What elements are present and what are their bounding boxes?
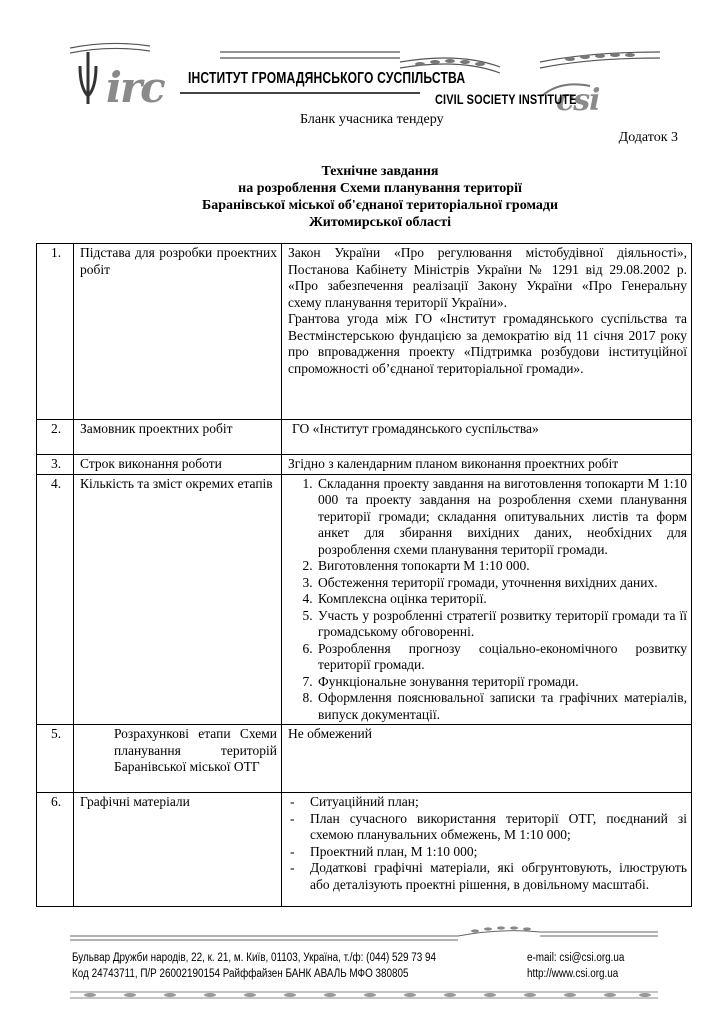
row-value (282, 244, 692, 420)
title-line: Житомирської області (308, 215, 452, 230)
table-row (37, 420, 692, 455)
list-item: - Ситуаційний план; (290, 794, 419, 809)
table-row (37, 725, 692, 793)
list-item: - Додаткові графічні матеріали, які обгрунтовують, ілюструють або деталізують проектні рішення, в довільному масштабі. (290, 860, 687, 892)
table-row (37, 455, 692, 475)
title-line: Баранівської міської об'єднаної територіальної громади (201, 198, 559, 213)
footer-bottom-ornament (70, 986, 658, 1004)
value-paragraph: Грантова угода між ГО «Інститут громадянського суспільства та Вестмінстерською фундацією за демократію від 11 січня 2017 року про впровадження проекту «Підтримка розбудови інституційної спроможності об’єднаної територіальної громади». (288, 311, 687, 376)
row-label: Графічні матеріали (74, 793, 282, 907)
graphics-list (288, 794, 687, 893)
row-number: 3. (37, 455, 74, 475)
row-number: 6. (37, 793, 74, 907)
list-item: - Проектний план, М 1:10 000; (290, 843, 478, 859)
title-line: Технічне завдання (321, 164, 439, 179)
list-item: 4. Комплексна оцінка території. (316, 591, 687, 608)
org-name-ua: ІНСТИТУТ ГРОМАДЯНСЬКОГО СУСПІЛЬСТВА (188, 70, 466, 87)
trident-icon (80, 52, 96, 104)
icc-logo (106, 63, 165, 112)
document-title (40, 163, 720, 231)
list-item: 8. Оформлення пояснювальної записки та графічних матеріалів, випуск документації. (316, 690, 687, 723)
org-name-en: CIVIL SOCIETY INSTITUTE (435, 91, 577, 107)
footer-address: Бульвар Дружби народів, 22, к. 21, м. Київ, 01103, Україна, т./ф: (044) 529 73 94 (72, 952, 437, 964)
row-value: ГО «Інститут громадянського суспільства» (282, 420, 692, 455)
footer-top-ornament (70, 922, 658, 944)
list-item: 3. Обстеження території громади, уточнення вихідних даних. (316, 575, 687, 592)
row-label: Підстава для розробки проектних робіт (74, 244, 282, 420)
row-number: 2. (37, 420, 74, 455)
row-value: Не обмежений (282, 725, 692, 793)
list-item: 6. Розроблення прогнозу соціально-економічного розвитку території громади. (316, 641, 687, 674)
row-value (282, 474, 692, 725)
list-item: 7. Функціональне зонування території громади. (316, 674, 687, 691)
table-row (37, 793, 692, 907)
specification-table (36, 243, 692, 907)
svg-text:csi: csi (556, 83, 600, 114)
row-value (282, 793, 692, 907)
row-label: Кількість та зміст окремих етапів (74, 474, 282, 725)
table-row (37, 474, 692, 725)
row-label: Розрахункові етапи Схеми планування територій Баранівської міської ОТГ (74, 725, 282, 793)
row-label: Замовник проектних робіт (74, 420, 282, 455)
footer-email[interactable]: e-mail: csi@csi.org.ua (527, 952, 625, 964)
value-paragraph: Закон України «Про регулювання містобудівної діяльності», Постанова Кабінету Міністрів України № 1291 від 29.08.2002 р. «Про забезпечення реалізації Закону України «Про Генеральну схему планування території України». (288, 245, 687, 310)
row-number: 1. (37, 244, 74, 420)
list-item: - План сучасного використання території ОТГ, поєднаний зі схемою планувальних обмежень, М 1:10 000; (290, 810, 687, 842)
title-line: на розроблення Схеми планування території (238, 181, 522, 196)
stages-list (288, 476, 687, 724)
row-number: 4. (37, 474, 74, 725)
list-item: 1. Складання проекту завдання на виготовлення топокарти М 1:10 000 та проекту завдання на розроблення схеми планування території громади; складання опитувальних листів та форм анкет для збирання вихідних даних, необхідних для розроблення схеми планування території громади. (316, 476, 687, 559)
row-label: Строк виконання роботи (74, 455, 282, 475)
row-number: 5. (37, 725, 74, 793)
list-item: 5. Участь у розробленні стратегії розвитку території громади та її громадському обговоренні. (316, 608, 687, 641)
svg-text:irc: irc (106, 63, 164, 112)
footer-bank: Код 24743711, П/Р 26002190154 Райффайзен БАНК АВАЛЬ МФО 380805 (72, 968, 409, 980)
list-item: 2. Виготовлення топокарти М 1:10 000. (316, 558, 687, 575)
letterhead (70, 22, 660, 114)
annex-label: Додаток 3 (618, 130, 678, 145)
tender-blank-label: Бланк учасника тендеру (300, 112, 444, 127)
row-value: Згідно з календарним планом виконання проектних робіт (282, 455, 692, 475)
footer-website[interactable]: http://www.csi.org.ua (527, 968, 619, 980)
table-row (37, 244, 692, 420)
